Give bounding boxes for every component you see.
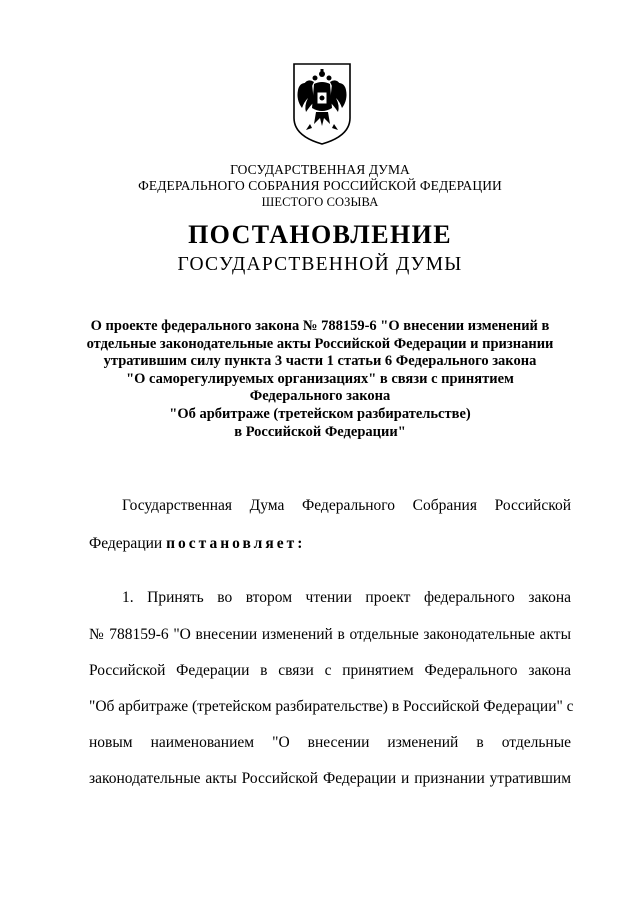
paragraph-line: законодательные акты Российской Федерации и признании утратившим <box>89 770 571 787</box>
paragraph-line: Российской Федерации в связи с принятием Федерального закона <box>89 662 571 679</box>
decree-verb: постановляет: <box>166 535 306 552</box>
intro-prefix: Федерации <box>89 535 163 552</box>
heading-line: отдельные законодательные акты Российской Федерации и признании <box>86 335 554 352</box>
heading-line: в Российской Федерации" <box>234 423 406 440</box>
intro-line: Государственная Дума Федерального Собрания Российской <box>122 497 571 514</box>
convocation-line: ШЕСТОГО СОЗЫВА <box>261 195 379 209</box>
heading-line: "Об арбитраже (третейском разбирательстве) <box>169 405 471 422</box>
org-name-line-2: ФЕДЕРАЛЬНОГО СОБРАНИЯ РОССИЙСКОЙ ФЕДЕРАЦИИ <box>138 178 502 193</box>
heading-line: О проекте федерального закона № 788159-6 "О внесении изменений в <box>90 318 550 334</box>
paragraph-line: "Об арбитраже (третейском разбирательстве) в Российской Федерации" с <box>89 698 574 715</box>
paragraph-line: № 788159-6 "О внесении изменений в отдельные законодательные акты <box>89 626 571 643</box>
document-title: ПОСТАНОВЛЕНИЕ <box>188 220 452 249</box>
heading-line: "О саморегулируемых организациях" в связи с принятием <box>126 370 514 387</box>
document-subtitle: ГОСУДАРСТВЕННОЙ ДУМЫ <box>177 254 463 275</box>
heading-line: Федерального закона <box>249 388 391 405</box>
paragraph-line: новым наименованием "О внесении изменений в отдельные <box>89 734 571 751</box>
resolution-heading <box>60 318 580 441</box>
org-name-line-1: ГОСУДАРСТВЕННАЯ ДУМА <box>230 162 410 177</box>
russian-coat-of-arms-icon <box>290 62 354 146</box>
heading-line: утратившим силу пункта 3 части 1 статьи 6 Федерального закона <box>103 353 537 370</box>
paragraph-line: 1. Принять во втором чтении проект федерального закона <box>122 589 571 606</box>
intro-line-decree <box>89 534 571 554</box>
